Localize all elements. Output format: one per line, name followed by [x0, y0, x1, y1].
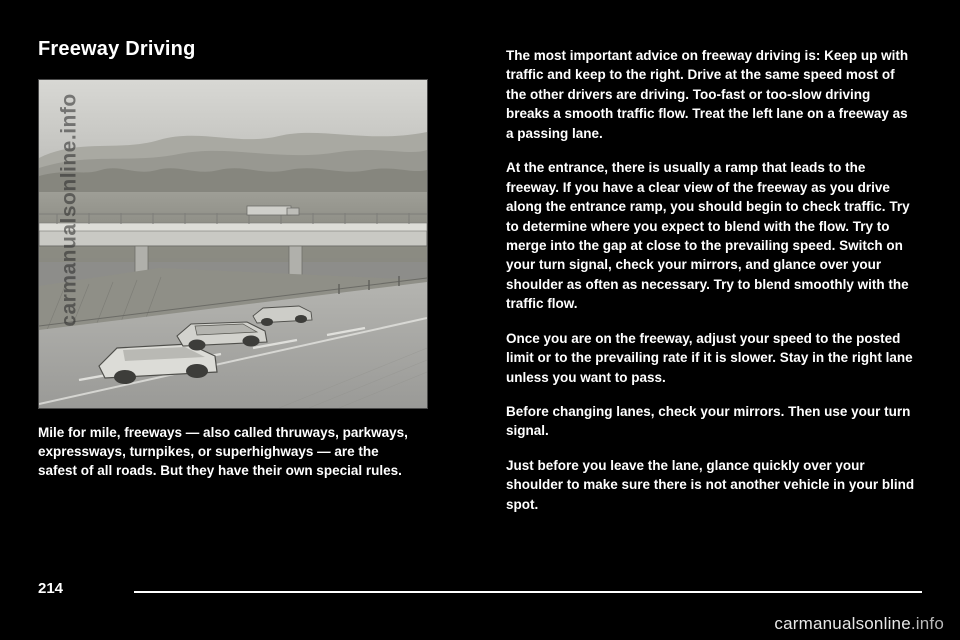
body-paragraph-1: The most important advice on freeway driving is: Keep up with traffic and keep to the right. Drive at the same speed most of the other drivers are driving. Too-fast or too-slow driving breaks a smooth traffic flow. Treat the left lane on a freeway as a passing lane. — [506, 48, 909, 141]
page-number: 214 — [38, 580, 64, 597]
page-content — [38, 38, 922, 578]
site-brand-suffix: .info — [910, 614, 944, 633]
body-paragraph-2: At the entrance, there is usually a ramp that leads to the freeway. If you have a clear view of the freeway as you drive along the entrance ramp, you should begin to check traffic. Try to determine where you expect to blend with the flow. Try to merge into the gap at close to the prevailing speed. Switch on your turn signal, check your mirrors, and glance over your shoulder as often as necessary. Try to blend smoothly with the traffic flow. — [506, 160, 910, 312]
footer-divider — [134, 591, 922, 593]
left-column — [38, 38, 438, 494]
body-paragraph-3: Once you are on the freeway, adjust your speed to the posted limit or to the prevailing rate if it is slower. Stay in the right lane unless you want to pass. — [506, 330, 913, 385]
right-column — [506, 46, 916, 529]
site-brand-main: carmanualsonline — [774, 614, 911, 633]
site-brand — [774, 614, 944, 634]
page-footer — [38, 580, 922, 604]
body-paragraph-5: Just before you leave the lane, glance quickly over your shoulder to make sure there is not another vehicle in your blind spot. — [506, 457, 915, 512]
freeway-illustration — [38, 79, 428, 409]
page-title: Freeway Driving — [38, 38, 196, 60]
body-paragraph-4: Before changing lanes, check your mirrors. Then use your turn signal. — [506, 404, 911, 439]
figure-caption: Mile for mile, freeways — also called thruways, parkways, expressways, turnpikes, or superhighways — are the safest of all roads. But they have their own special rules. — [38, 425, 408, 479]
illustration-svg — [39, 80, 427, 408]
watermark-text: carmanualsonline.info — [57, 93, 81, 327]
